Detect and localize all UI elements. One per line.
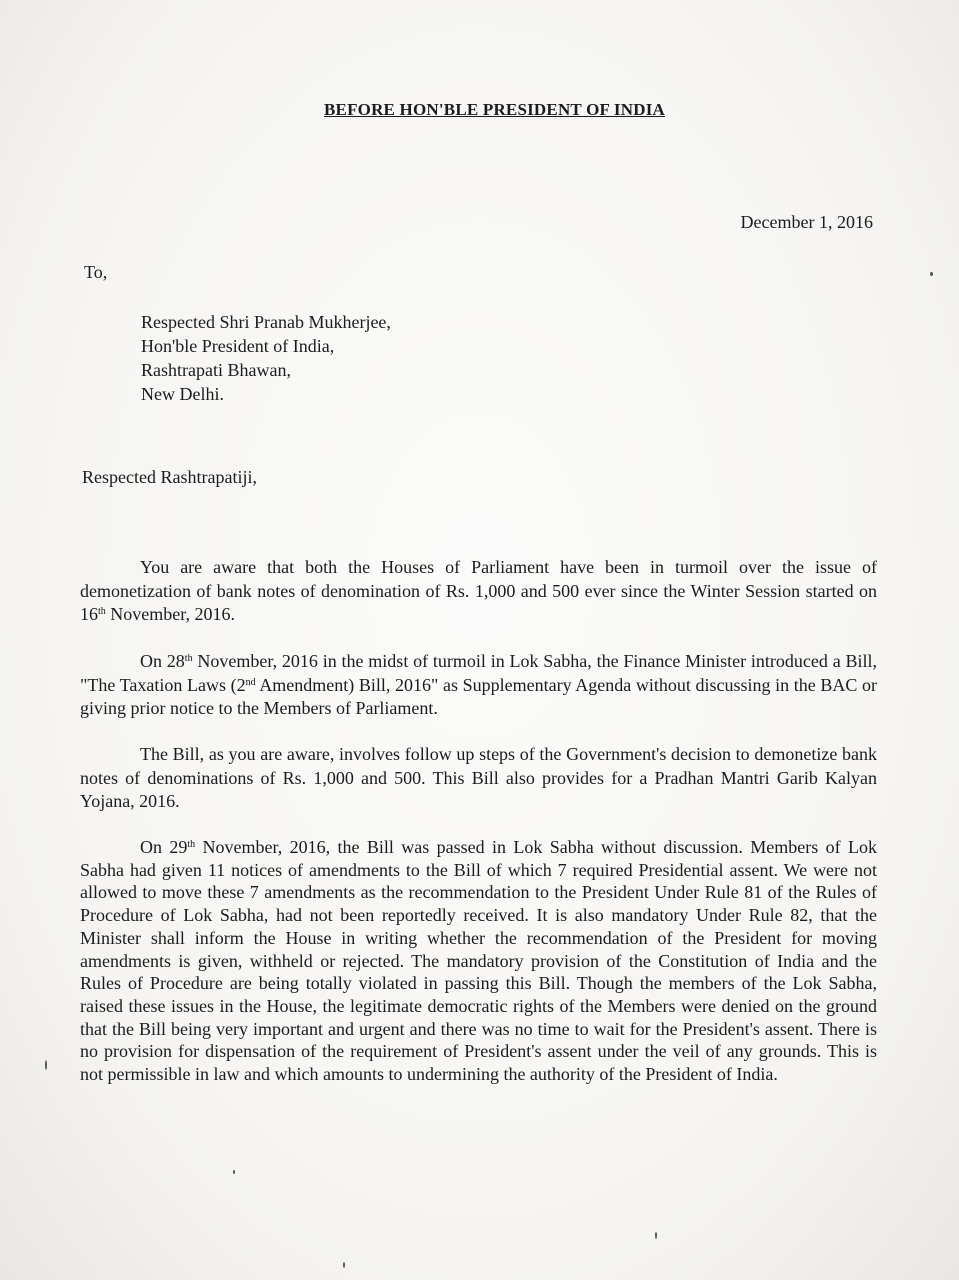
to-line: To, <box>84 262 108 282</box>
addressee-line: Hon'ble President of India, <box>141 336 335 356</box>
superscript: th <box>184 653 193 664</box>
paragraph-3: The Bill, as you are aware, involves follow up steps of the Government's decision to demonetize bank notes of denominations of Rs. 1,000 and 500. This Bill also provides for a Pradhan Mantri Garib Kalyan Yojana, 2016. <box>80 744 877 811</box>
paragraph-text: On 28 <box>140 651 185 671</box>
letter-date: December 1, 2016 <box>740 212 873 232</box>
letter-heading <box>0 100 959 120</box>
paper-speck <box>233 1170 235 1174</box>
paragraph-text: On 29 <box>140 837 188 857</box>
paragraph-4 <box>80 836 877 1086</box>
paragraph-text: November, 2016. <box>105 604 236 624</box>
addressee-line: New Delhi. <box>141 384 224 404</box>
addressee-block <box>141 310 391 406</box>
superscript: th <box>187 839 196 850</box>
paragraph-1 <box>80 556 877 627</box>
paper-speck <box>930 272 933 276</box>
paragraph-2 <box>80 650 877 721</box>
superscript: nd <box>245 676 256 688</box>
addressee-line: Respected Shri Pranab Mukherjee, <box>141 312 391 332</box>
paragraph-text: November, 2016, the Bill was passed in Lok Sabha without discussion. Members of Lok Sabha had given 11 notices of amendments to the Bill of which 7 required Presidential assent. We were not allowed to move these 7 amendments as the recommendation to the President Under Rule 81 of the Rules of Procedure of Lok Sabha, had not been reportedly received. It is also mandatory Under Rule 82, that the Minister shall inform the House in writing whether the recommendation of the President for moving amendments is given, withheld or rejected. The mandatory provision of the Constitution of India and the Rules of Procedure are being totally violated in passing this Bill. Though the members of the Lok Sabha, raised these issues in the House, the legitimate democratic rights of the Members were denied on the ground that the Bill being very important and urgent and there was no time to wait for the President's assent. There is no provision for dispensation of the requirement of President's assent under the veil of any grounds. This is not permissible in law and which amounts to undermining the authority of the President of India. <box>80 837 878 1085</box>
paper-speck <box>655 1232 657 1239</box>
heading-text: BEFORE HON'BLE PRESIDENT OF INDIA <box>324 100 665 119</box>
salutation: Respected Rashtrapatiji, <box>82 467 257 487</box>
paragraph-text: You are aware that both the Houses of Parliament have been in turmoil over the issue of demonetization of bank notes of denomination of Rs. 1,000 and 500 ever since the Winter Session started on 16 <box>80 557 877 624</box>
paper-speck <box>343 1262 345 1268</box>
superscript: th <box>98 606 106 617</box>
paragraph-text: Amendment) Bill, 2016" as Supplementary Agenda without discussing in the BAC or giving prior notice to the Members of Parliament. <box>80 674 877 718</box>
addressee-line: Rashtrapati Bhawan, <box>141 360 291 380</box>
paragraph-text: November, 2016 in the midst of turmoil in Lok Sabha, the Finance Minister introduced a Bill, "The Taxation Laws (2 <box>80 651 877 695</box>
paper-speck <box>45 1060 47 1070</box>
